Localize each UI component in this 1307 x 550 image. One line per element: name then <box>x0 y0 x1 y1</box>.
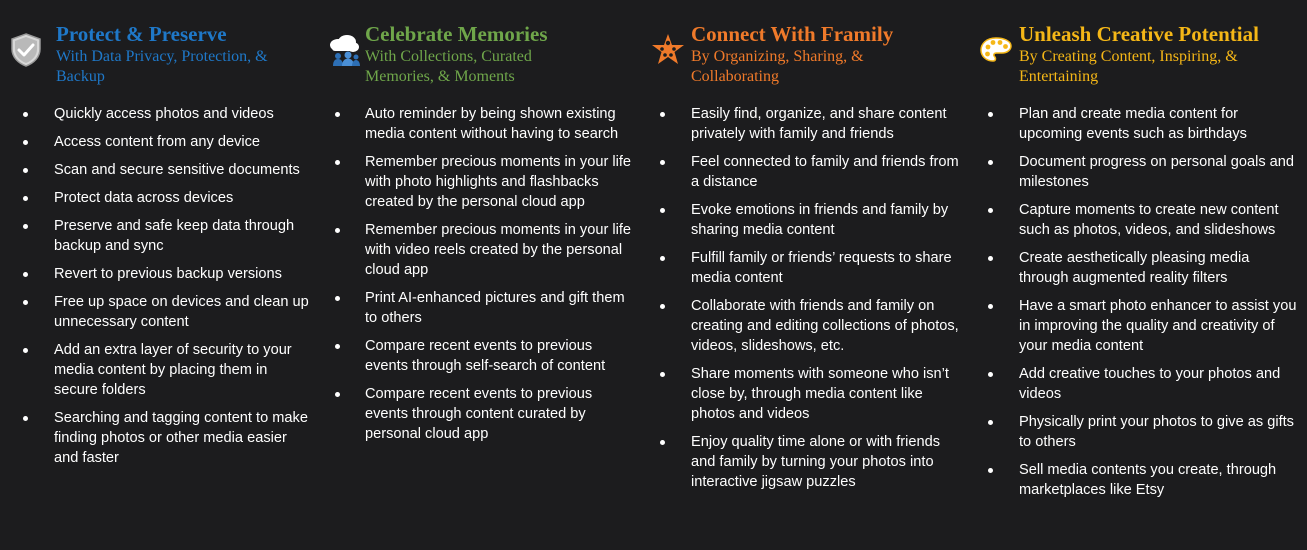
list-item-text: Compare recent events to previous events through self-search of content <box>365 338 606 374</box>
bullet-icon <box>988 256 993 261</box>
column-celebrate-memories <box>318 0 648 550</box>
column-header <box>318 0 648 100</box>
bullet-list <box>0 104 320 476</box>
bullet-icon <box>988 468 993 473</box>
bullet-icon <box>660 112 665 117</box>
list-item-text: Quickly access photos and videos <box>54 106 274 122</box>
list-item <box>318 336 648 376</box>
list-item <box>970 364 1307 404</box>
bullet-icon <box>660 372 665 377</box>
column-title: Protect & Preserve <box>56 22 227 46</box>
column-title: Unleash Creative Potential <box>1019 22 1259 46</box>
column-subtitle: With Collections, Curated Memories, & Moments <box>365 48 532 85</box>
list-item-text: Add creative touches to your photos and videos <box>1019 366 1281 402</box>
list-item-text: Access content from any device <box>54 134 261 150</box>
list-item-text: Searching and tagging content to make finding photos or other media easier and faster <box>54 410 308 466</box>
bullet-icon <box>335 344 340 349</box>
bullet-icon <box>660 256 665 261</box>
column-subtitle: With Data Privacy, Protection, & Backup <box>56 48 268 85</box>
column-title: Connect With Framily <box>691 22 894 46</box>
bullet-icon <box>988 372 993 377</box>
bullet-list <box>318 104 648 452</box>
list-item-text: Sell media contents you create, through marketplaces like Etsy <box>1019 462 1277 498</box>
list-item <box>642 364 972 424</box>
list-item <box>642 200 972 240</box>
list-item <box>318 384 648 444</box>
list-item-text: Plan and create media content for upcoming events such as birthdays <box>1019 106 1247 142</box>
list-item <box>970 412 1307 452</box>
bullet-icon <box>23 416 28 421</box>
list-item-text: Auto reminder by being shown existing media content without having to search <box>365 106 619 142</box>
list-item-text: Compare recent events to previous events through content curated by personal cloud app <box>365 386 593 442</box>
bullet-icon <box>23 272 28 277</box>
bullet-icon <box>335 112 340 117</box>
column-protect-preserve <box>0 0 320 550</box>
bullet-icon <box>988 420 993 425</box>
list-item-text: Physically print your photos to give as gifts to others <box>1019 414 1294 450</box>
list-item <box>318 104 648 144</box>
list-item <box>642 432 972 492</box>
column-header <box>0 0 320 100</box>
list-item <box>970 248 1307 288</box>
bullet-icon <box>660 160 665 165</box>
bullet-icon <box>335 392 340 397</box>
list-item-text: Enjoy quality time alone or with friends and family by turning your photos into interactive jigsaw puzzles <box>691 434 941 490</box>
list-item <box>0 264 320 284</box>
list-item-text: Revert to previous backup versions <box>54 266 282 282</box>
paint-palette-icon <box>978 32 1014 68</box>
bullet-icon <box>23 112 28 117</box>
bullet-icon <box>988 112 993 117</box>
bullet-icon <box>23 168 28 173</box>
bullet-icon <box>335 160 340 165</box>
bullet-icon <box>660 440 665 445</box>
star-people-icon <box>650 32 686 68</box>
list-item <box>0 408 320 468</box>
column-unleash-creative <box>970 0 1307 550</box>
column-subtitle: By Organizing, Sharing, & Collaborating <box>691 48 864 85</box>
bullet-icon <box>335 296 340 301</box>
list-item <box>970 200 1307 240</box>
bullet-icon <box>660 304 665 309</box>
list-item <box>0 160 320 180</box>
list-item-text: Remember precious moments in your life with photo highlights and flashbacks created by the personal cloud app <box>365 154 632 210</box>
list-item <box>970 104 1307 144</box>
column-title: Celebrate Memories <box>365 22 548 46</box>
list-item <box>0 340 320 400</box>
list-item <box>642 248 972 288</box>
list-item-text: Preserve and safe keep data through backup and sync <box>54 218 295 254</box>
list-item <box>970 460 1307 500</box>
list-item <box>318 288 648 328</box>
bullet-icon <box>988 160 993 165</box>
column-header <box>642 0 972 100</box>
list-item-text: Create aesthetically pleasing media through augmented reality filters <box>1019 250 1250 286</box>
list-item <box>0 188 320 208</box>
column-subtitle: By Creating Content, Inspiring, & Entertaining <box>1019 48 1238 85</box>
bullet-list <box>970 104 1307 508</box>
list-item <box>0 132 320 152</box>
list-item-text: Have a smart photo enhancer to assist you in improving the quality and creativity of your media content <box>1019 298 1297 354</box>
list-item-text: Capture moments to create new content such as photos, videos, and slideshows <box>1019 202 1279 238</box>
list-item-text: Add an extra layer of security to your media content by placing them in secure folders <box>54 342 292 398</box>
list-item-text: Print AI-enhanced pictures and gift them to others <box>365 290 625 326</box>
list-item-text: Feel connected to family and friends from a distance <box>691 154 959 190</box>
list-item-text: Easily find, organize, and share content privately with family and friends <box>691 106 947 142</box>
list-item <box>970 152 1307 192</box>
bullet-icon <box>988 304 993 309</box>
column-connect-framily <box>642 0 972 550</box>
bullet-icon <box>988 208 993 213</box>
list-item-text: Evoke emotions in friends and family by sharing media content <box>691 202 949 238</box>
bullet-icon <box>23 140 28 145</box>
bullet-icon <box>23 196 28 201</box>
list-item-text: Collaborate with friends and family on creating and editing collections of photos, videos, slideshows, etc. <box>691 298 959 354</box>
list-item-text: Scan and secure sensitive documents <box>54 162 300 178</box>
list-item <box>0 292 320 332</box>
bullet-icon <box>660 208 665 213</box>
list-item <box>0 216 320 256</box>
list-item <box>970 296 1307 356</box>
bullet-icon <box>23 348 28 353</box>
bullet-list <box>642 104 972 500</box>
list-item-text: Fulfill family or friends’ requests to share media content <box>691 250 952 286</box>
bullet-icon <box>23 300 28 305</box>
list-item <box>642 104 972 144</box>
list-item <box>642 152 972 192</box>
list-item-text: Share moments with someone who isn’t close by, through media content like photos and videos <box>691 366 949 422</box>
list-item-text: Protect data across devices <box>54 190 234 206</box>
list-item <box>318 152 648 212</box>
list-item <box>642 296 972 356</box>
column-header <box>970 0 1307 100</box>
list-item-text: Remember precious moments in your life with video reels created by the personal cloud app <box>365 222 632 278</box>
shield-check-icon <box>8 32 44 68</box>
list-item <box>0 104 320 124</box>
bullet-icon <box>23 224 28 229</box>
list-item <box>318 220 648 280</box>
bullet-icon <box>335 228 340 233</box>
list-item-text: Free up space on devices and clean up unnecessary content <box>54 294 309 330</box>
list-item-text: Document progress on personal goals and milestones <box>1019 154 1295 190</box>
cloud-people-icon <box>326 32 362 68</box>
